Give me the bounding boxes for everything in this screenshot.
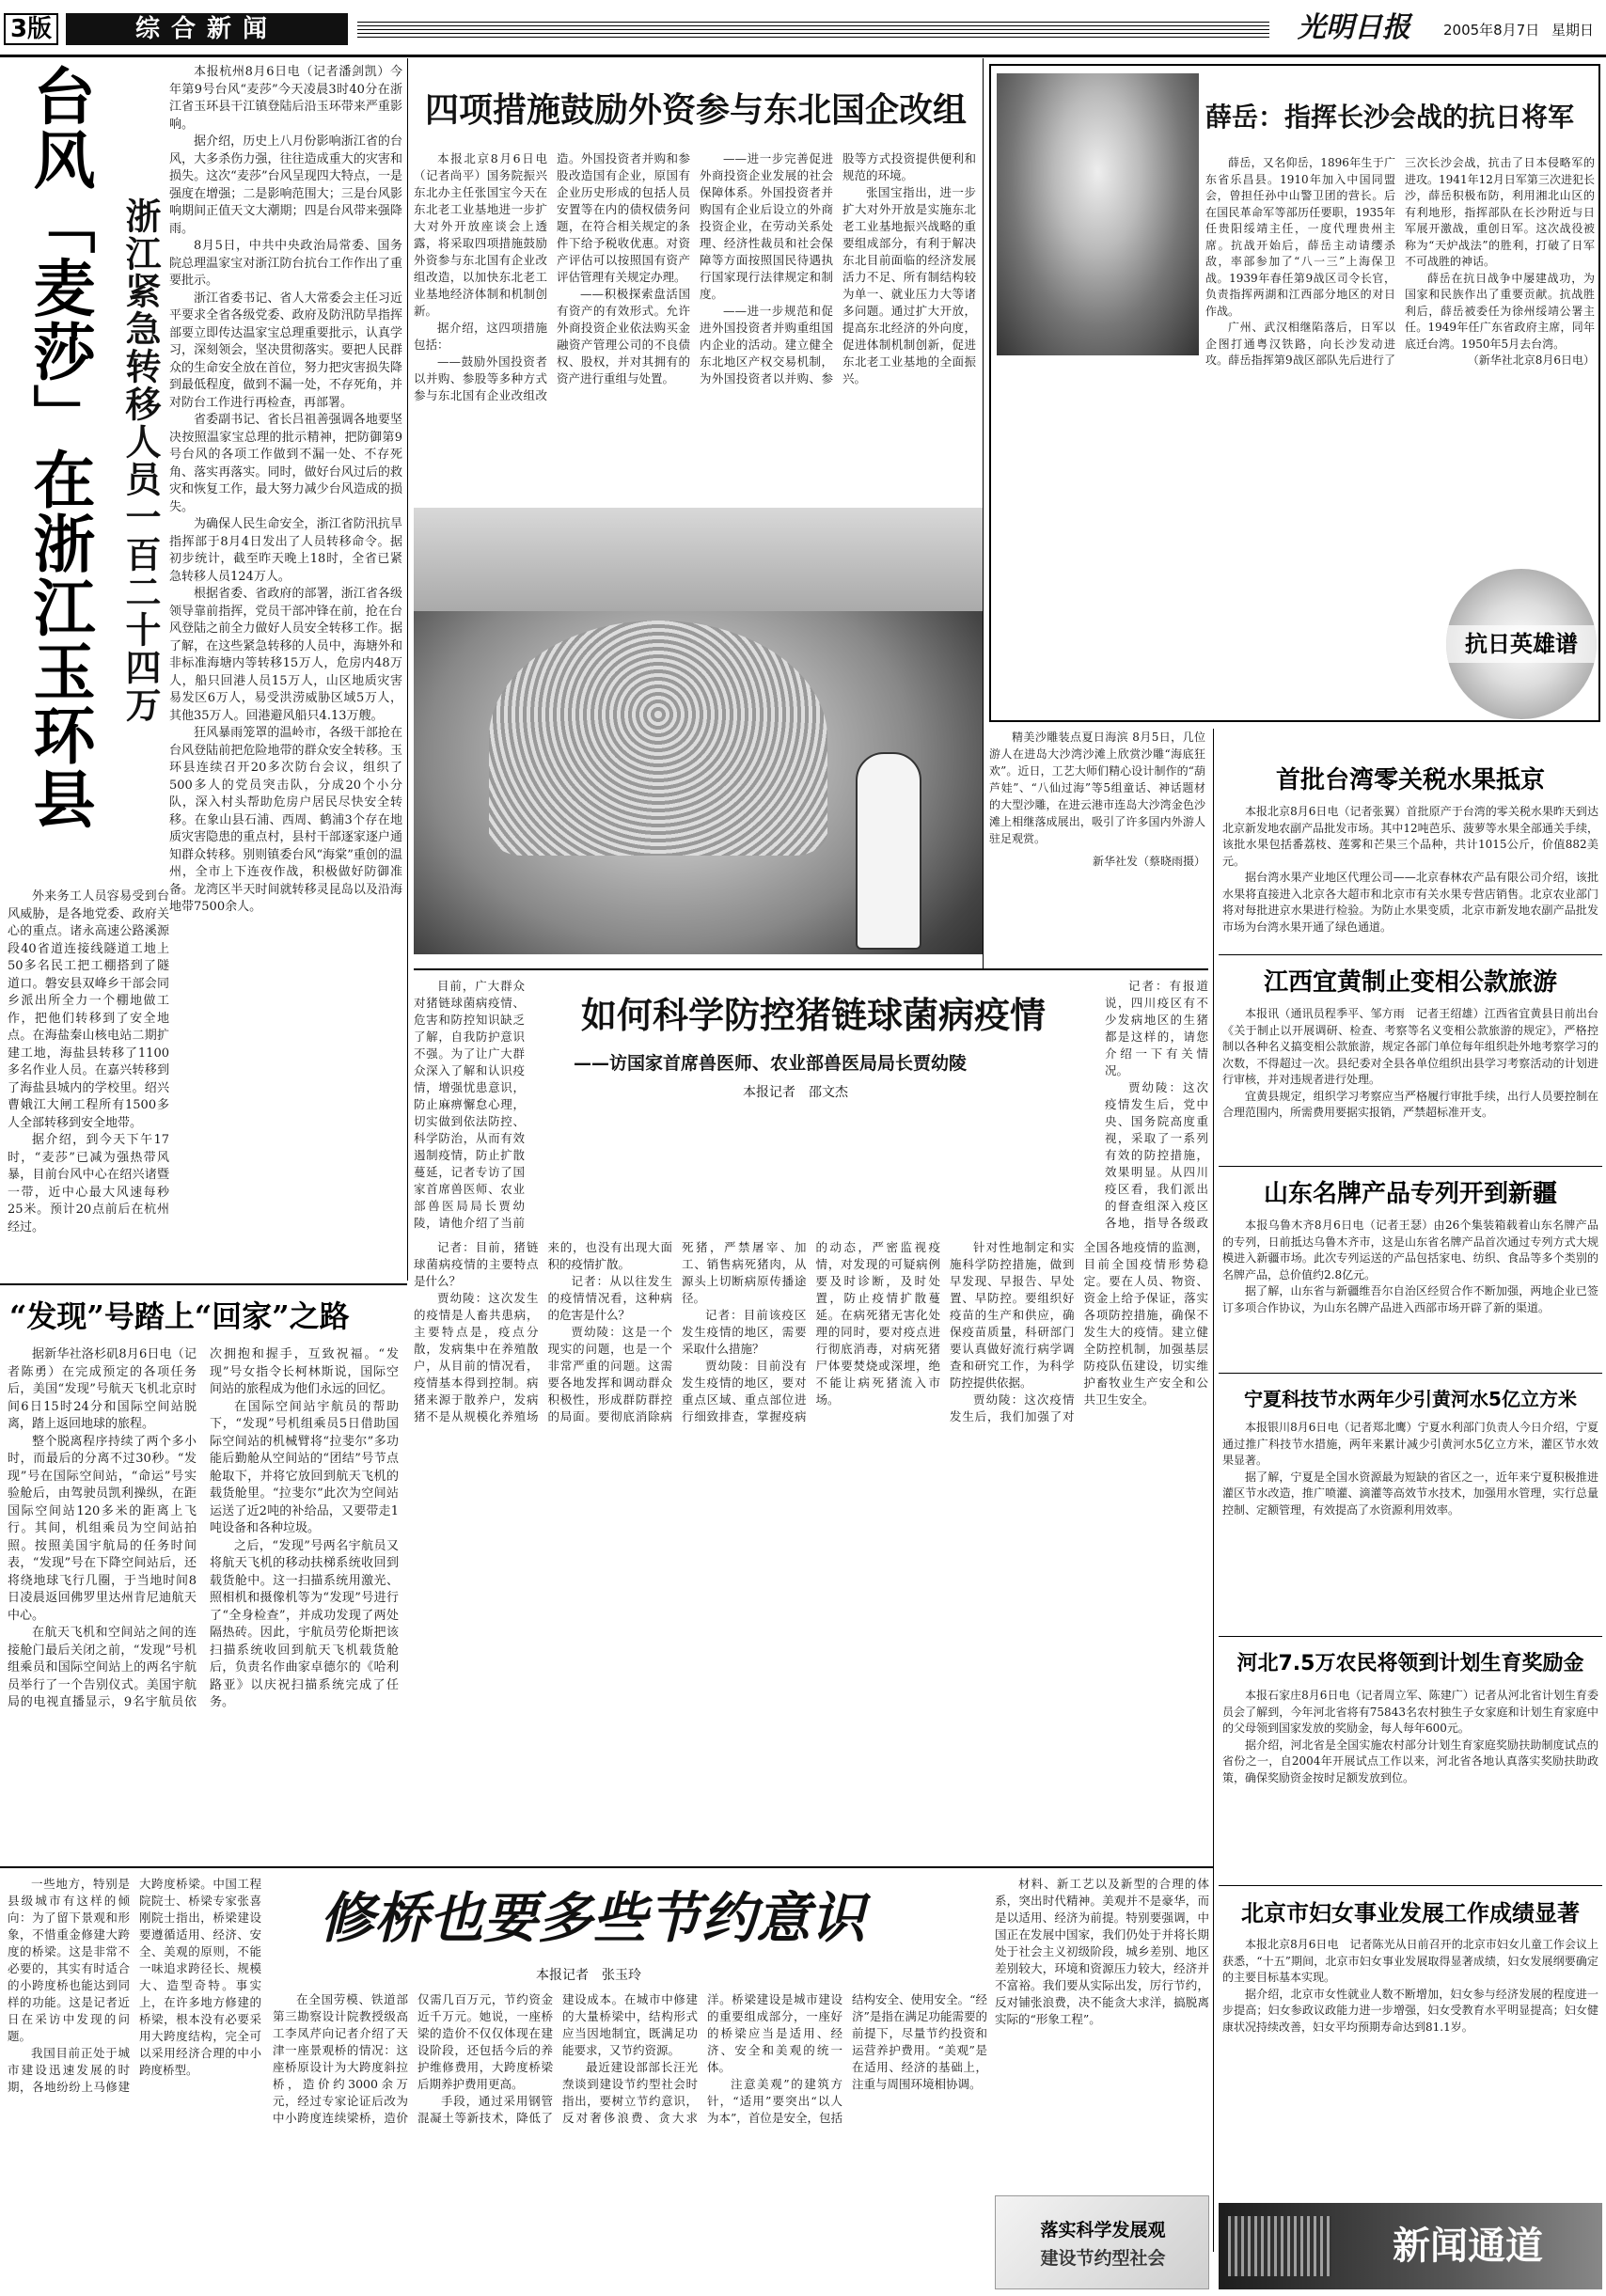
paragraph: 本报北京8月6日电 记者陈光从日前召开的北京市妇女儿童工作会议上获悉，“十五”期间，北京市妇女事业发展取得显著成绩，妇女发展纲要确定的主要目标基本实现。 xyxy=(1222,1938,1598,1984)
jiangxi-body xyxy=(1222,1006,1598,1161)
paragraph: 薛岳在抗日战争中屡建战功，为国家和民族作出了重要贡献。抗战胜利后，薛岳被委任为徐州绥靖公署主任。1949年任广东省政府主席，同年底迁台湾。1950年5月去台湾。 xyxy=(1405,271,1595,351)
paragraph: 据了解，宁夏是全国水资源最为短缺的省区之一，近年来宁夏积极推进灌区节水改造，推广喷灌、滴灌等高效节水技术，加强用水管理，实行总量控制、定额管理，有效提高了水资源利用效率。 xyxy=(1222,1470,1598,1517)
typhoon-body-continued xyxy=(8,889,169,1283)
photo-sculpture xyxy=(489,621,827,856)
hero-banner-text: 抗日英雄谱 xyxy=(1446,625,1597,663)
pig-byline: 本报记者 邵文杰 xyxy=(743,1085,848,1100)
right-column xyxy=(1219,729,1602,2294)
paragraph: 本报乌鲁木齐8月6日电（记者王瑟）由26个集装箱载着山东名牌产品的专列，日前抵达乌鲁木齐市，这是山东省名牌产品首次通过专列方式大规模进入新疆市场。此次专列运送的产品包括家电、纺织、食品等多个类别的名牌产品，总价值约2.8亿元。 xyxy=(1222,1219,1598,1282)
photo-credit: 新华社发（蔡晓雨摄） xyxy=(1092,855,1205,868)
column-rule xyxy=(983,58,984,968)
paragraph: 贾幼陵：这次疫情发生后，党中央、国务院高度重视，采取了一系列有效的防控措施，效果明显。从四川疫区看，我们派出的督查组深入疫区各地，指导各级政 xyxy=(1105,1080,1208,1230)
paragraph: 本报银川8月6日电（记者郑北鹰）宁夏水利部门负责人今日介绍，宁夏通过推广科技节水措施，两年来累计减少引黄河水5亿立方米，灌区节水效果显著。 xyxy=(1222,1421,1598,1467)
paragraph: 为确保人民生命安全，浙江省防汛抗旱指挥部于8月4日发出了人员转移命令。据初步统计，截至昨天晚上18时，全省已紧急转移人员124万人。 xyxy=(169,517,402,584)
paragraph: 张国宝指出，进一步扩大对外开放是实施东北老工业基地振兴战略的重要组成部分，有利于解决东北目前面临的经济发展活力不足、所有制结构较为单一、就业压力大等诸多问题。通过扩大开放，提高东北经济的外向度，促进体制机制创新，促进东北老工业基地的全面振兴。 xyxy=(842,185,976,385)
ningxia-body xyxy=(1222,1420,1598,1631)
hero-banner xyxy=(1446,569,1597,719)
paragraph: 薛岳，又名仰岳，1896年生于广东省乐昌县。1910年加入中国同盟会，曾担任孙中山警卫团的营长。后在国民革命军等部历任要职，1935年任贵阳绥靖主任，一度代理贵州主席。抗战开始后，薛岳主动请缨杀敌，率部参加了“八一三”上海保卫战。1939年春任第9战区司令长官，负责指挥两湖和江西部分地区的对日作战。 xyxy=(1205,156,1395,318)
item-rule xyxy=(1219,1373,1602,1374)
beijing-body xyxy=(1222,1937,1598,2195)
paragraph: 整个脱离程序持续了两个多小时，而最后的分离不过30秒。“发现”号在国际空间站，“命运”号实验舱后，由驾驶员凯利操纵，在距国际空间站120多米的距离上飞行。其间，机组乘员为空间站拍照。按照美国宇航局的任务时间表，“发现”号在下降空间站后，还将绕地球飞行几圈，于当地时间8日凌晨返回佛罗里达州肯尼迪航天中心。 xyxy=(8,1434,197,1623)
paragraph: 据台湾水果产业地区代理公司——北京春林农产品有限公司介绍，该批水果将直接进入北京各大超市和北京市有关水果专营店销售。北京农业部门将对每批进京水果进行检验。为防止水果变质，北京市新发地农副产品批发市场为台湾水果开通了绿色通道。 xyxy=(1222,871,1598,934)
paragraph: 记者：有报道说，四川疫区有不少发病地区的生猪都是这样的，请您介绍一下有关情况。 xyxy=(1105,979,1208,1077)
paragraph: 根据省委、省政府的部署，浙江省各级领导靠前指挥，党员干部冲锋在前，抢在台风登陆之前全力做好人员安全转移工作。据了解，在这些紧急转移的人员中，海塘外和非标准海塘内等转移15万人，危房内48万人，船只回港人员15万人，山区地质灾害易发区6万人，易受洪涝威胁区域5万人，其他35万人。回港避风船只4.13万艘。 xyxy=(169,587,402,723)
caption-text: 精美沙雕装点夏日海滨 8月5日，几位游人在进岛大沙湾沙滩上欣赏沙雕“海底狂欢”。近日，工艺大师们精心设计制作的“葫芦娃”、“八仙过海”等5组童话、神话题材的大型沙雕，在进云港市连岛大沙湾金色沙滩上相继落成展出，吸引了许多国内外游人驻足观赏。 xyxy=(989,731,1205,845)
paragraph: 据介绍，河北省是全国实施农村部分计划生育家庭奖励扶助制度试点的省份之一，自2004年开展试点工作以来，河北省各地认真落实奖励扶助政策，确保奖励资金按时足额发放到位。 xyxy=(1222,1738,1598,1785)
paragraph: ——鼓励外国投资者以并购、参股等多种方式参与东北国有企业改组改造。外国投资者并购和参股改造国有企业，原国有企业历史形成的包括人员安置等在内的债权债务问题，在符合相关规定的条件下给予税收优惠。对资产评估可以按照国有资产评估管理有关规定办理。 xyxy=(414,151,690,402)
paragraph: 据介绍，历史上八月份影响浙江省的台风，大多杀伤力强，往往造成重大的灾害和损失。这次“麦莎”台风呈现四大特点，一是强度在增强；二是影响范围大；三是台风影响期间正值天文大潮期；四是台风带来强降雨。 xyxy=(169,134,402,236)
paragraph: 本报北京8月6日电（记者尚平）国务院振兴东北办主任张国宝今天在东北老工业基地进一步扩大对外开放座谈会上透露，将采取四项措施鼓励外资参与东北国有企业改组改造，以加快东北老工业基地经济体制和机制创新。 xyxy=(414,151,547,318)
saving-banner xyxy=(995,2195,1209,2289)
header-rule xyxy=(0,55,1606,57)
paragraph: 针对性地制定和实施科学防控措施，做到早发现、早报告、早处置、早防控。要组织好疫苗的生产和供应，确保疫苗质量，科研部门要认真做好流行病学调查和研究工作，为科学防控提供依据。 xyxy=(950,1240,1075,1390)
bridge-byline: 本报记者 张玉玲 xyxy=(536,1968,641,1983)
saving-banner-line2: 建设节约型社会 xyxy=(1040,2248,1166,2269)
paragraph: 外来务工人员容易受到台风威胁，是各地党委、政府关心的重点。诸永高速公路溪源段40省道连接线隧道工地上50多名民工把工棚搭到了隧道口。磐安县双峰乡干部会同乡派出所全力一个棚地做工作，把他们转移到了安全地点。在海盐秦山核电站二期扩建工地，海盐县转移了1100多名作业人员。在嘉兴转移到了海盐县城内的学校里。绍兴曹娥江大闸工程所有1500多人全部转移到安全地带。 xyxy=(8,889,169,1130)
pig-body xyxy=(414,1239,1208,1862)
bottom-section-rule xyxy=(0,1866,1213,1868)
paragraph: 广州、武汉相继陷落后，日军以企图打通粤汉铁路，向长沙发动进攻。薛岳指挥第9战区部队先后进行了三次长沙会战，抗击了日本侵略军的进攻。1941年12月日军第三次进犯长沙，薛岳积极布防，利用湘北山区的有利地形，指挥部队在长沙附近与日军展开激战，重创日军。这次战役被称为“天炉战法”的胜利，打破了日军不可战胜的神话。 xyxy=(1205,156,1595,367)
paragraph: 目前，广大群众对猪链球菌病疫情、危害和防控知识缺乏了解，自我防护意识不强。为了让广大群众深入了解和认识疫情，增强忧患意识，防止麻痹懈怠心理，切实做到依法防控、科学防治，从而有效遏制疫情，防止扩散蔓延，记者专访了国家首席兽医师、农业部兽医局局长贾幼陵，请他介绍了当前 xyxy=(414,979,525,1230)
bridge-right xyxy=(995,1876,1209,2186)
xueyue-headline: 薛岳：指挥长沙会战的抗日将军 xyxy=(1205,102,1575,133)
paragraph: 本报讯（通讯员程季平、邹方雨 记者王绍雄）江西省宜黄县日前出台《关于制止以开展调研、检查、考察等名义变相公款旅游的规定》，严格控制以各种名义搞变相公款旅游，规定各部门单位每年组织赴外地考察学习的次数，不得超过一次。县纪委对全县各单位组织出县学习考察活动的计划进行审核，并对违规者进行处理。 xyxy=(1222,1007,1598,1086)
masthead-logo: 光明日报 xyxy=(1298,11,1410,44)
header-weekday: 星期日 xyxy=(1551,22,1595,39)
column-rule xyxy=(1213,729,1214,2252)
paragraph: 在国际空间站宇航员的帮助下，“发现”号机组乘员5日借助国际空间站的机械臂将“拉斐尔”多功能后勤舱从空间站的“团结”号节点舱取下，并将它放回到航天飞机的载货舱里。“拉斐尔”此次为空间站运送了近2吨的补给品，又要带走1吨设备和各种垃圾。 xyxy=(210,1399,399,1535)
header-decoration xyxy=(357,21,1269,38)
paragraph: 据新华社洛杉矶8月6日电（记者陈勇）在完成预定的各项任务后，美国“发现”号航天飞机北京时间6日15时24分和国际空间站脱离，踏上返回地球的旅程。 xyxy=(8,1347,197,1431)
ningxia-headline: 宁夏科技节水两年少引黄河水5亿立方米 xyxy=(1244,1388,1577,1410)
news-channel-banner xyxy=(1219,2203,1602,2289)
sand-sculpture-photo xyxy=(414,508,983,954)
header-date: 2005年8月7日 xyxy=(1443,22,1540,39)
paragraph: 记者：目前，猪链球菌病疫情的主要特点是什么？ xyxy=(414,1240,539,1288)
paragraph: 省委副书记、省长吕祖善强调各地要坚决按照温家宝总理的批示精神，把防御第9号台风的各项工作做到不漏一处、不存死角、落实再落实。同时，做好台风过后的救灾和恢复工作，最大努力减少台风造成的损失。 xyxy=(169,413,402,514)
paragraph: 据介绍，北京市女性就业人数不断增加，妇女参与经济发展的程度进一步提高；妇女参政议政能力进一步增强，妇女受教育水平明显提高；妇女健康状况持续改善，妇女平均预期寿命达到81.1岁。 xyxy=(1222,1987,1598,2034)
paragraph: 据了解，山东省与新疆维吾尔自治区经贸合作不断加强，两地企业已签订多项合作协议，为山东名牌产品进入西部市场开辟了新的渠道。 xyxy=(1222,1284,1598,1314)
paragraph: 据介绍，这四项措施包括： xyxy=(414,321,547,352)
faxian-body xyxy=(8,1346,399,1862)
xueyue-portrait xyxy=(997,73,1199,355)
jiangxi-headline: 江西宜黄制止变相公款旅游 xyxy=(1263,968,1557,997)
pig-side xyxy=(1105,978,1208,1232)
hebei-headline: 河北7.5万农民将领到计划生育奖励金 xyxy=(1236,1652,1584,1675)
paragraph: 贾幼陵：这是一个现实的问题，也是一个非常严重的问题。这需要各地发挥和调动群众积极性，形成群防群控的局面。要彻底消除病死猪，严禁屠宰、加工、销售病死猪肉，从源头上切断病原传播途径。 xyxy=(547,1240,807,1423)
channel-decoration xyxy=(1228,2216,1331,2276)
paragraph: ——积极探索盘活国有资产的有效形式。允许外商投资企业依法购买金融资产管理公司的不良债权、股权，并对其拥有的资产进行重组与处置。 xyxy=(557,287,690,385)
pig-subhead: ——访国家首席兽医师、农业部兽医局局长贾幼陵 xyxy=(574,1053,968,1074)
paragraph: 本报杭州8月6日电（记者潘剑凯）今年第9号台风“麦莎”今天凌晨3时40分在浙江省玉环县干江镇登陆后沿玉环带来严重影响。 xyxy=(169,65,402,132)
typhoon-bottom-rule xyxy=(0,1283,407,1285)
northeast-headline: 四项措施鼓励外资参与东北国企改组 xyxy=(424,90,967,130)
paragraph: 之后，“发现”号两名宇航员又将航天飞机的移动扶梯系统收回到载货舱中。这一扫描系统用激光、照相机和摄像机等为“发现”号进行了“全身检查”，并成功发现了两处隔热砖。因此，宇航员劳伦斯把该扫描系统收回到航天飞机载货舱后，负责名作曲家卓德尔的《哈利路亚》以庆祝扫描系统完成了任务。 xyxy=(210,1538,399,1709)
bridge-mid xyxy=(273,1991,987,2289)
page-header xyxy=(0,0,1606,55)
column-rule xyxy=(407,58,408,1281)
paragraph: 贾幼陵：这次发生的疫情是人畜共患病，主要特点是，疫点分散，发病集中在养殖散户，从目前的情况看，疫情基本得到控制。病猪来源于散养户，发病猪不是从规模化养殖场来的，也没有出现大面积的疫情扩散。 xyxy=(414,1240,672,1423)
beijing-headline: 北京市妇女事业发展工作成绩显著 xyxy=(1241,1900,1580,1926)
channel-banner-text: 新闻通道 xyxy=(1393,2225,1543,2268)
typhoon-headline: 台风「麦莎」在浙江玉环县 xyxy=(23,64,95,831)
paragraph: （新华社北京8月6日电） xyxy=(1467,354,1595,367)
northeast-body xyxy=(414,150,976,498)
paragraph: 本报石家庄8月6日电（记者周立军、陈建广）记者从河北省计划生育委员会了解到，今年河北省将有75843名农村独生子女家庭和计划生育家庭中的父母领到国家发放的奖励金，每人每年600元。 xyxy=(1222,1689,1598,1735)
saving-banner-line1: 落实科学发展观 xyxy=(1040,2220,1166,2241)
typhoon-subhead: 浙江紧急转移人员一百二十四万 xyxy=(119,197,162,724)
bridge-left xyxy=(8,1876,261,2289)
paragraph: 在航天飞机和空间站之间的连接舱门最后关闭之前，“发现”号机组乘员和国际空间站上的两名宇航员举行了一个告别仪式。美国宇航局的电视直播显示，9名宇航员依次拥抱和握手，互致祝福。“发现”号女指令长柯林斯说，国际空间站的旅程成为他们永远的回忆。 xyxy=(8,1347,399,1709)
paragraph: 8月5日，中共中央政治局常委、国务院总理温家宝对浙江防台抗台工作作出了重要批示。 xyxy=(169,239,402,288)
paragraph: 在全国劳模、铁道部第三勘察设计院教授级高工李凤芹向记者介绍了天津一座景观桥的情况：这座桥原设计为大跨度斜拉桥，造价约3000余万元，经过专家论证后改为中小跨度连续梁桥，造价仅需几百万元，节约资金近千万元。她说，一座桥梁的造价不仅仅体现在建设阶段，还包括今后的养护维修费用，大跨度桥梁后期养护费用更高。 xyxy=(273,1992,553,2125)
typhoon-body xyxy=(169,64,402,1272)
paragraph: 注意美观”的建筑方针，“适用”要突出“以人为本”，首位是安全，包括结构安全、使用安全。“经济”是指在满足功能需要的前提下，尽量节约投资和运营养护费用。“美观”是在适用、经济的基础上，注重与周围环境相协调。 xyxy=(707,1992,987,2125)
section-rule xyxy=(414,968,1208,970)
paragraph: ——进一步规范和促进外国投资者并购重组国内企业的活动。建立健全东北地区产权交易机制，为外国投资者以并购、参股等方式投资提供便利和规范的环境。 xyxy=(700,151,976,385)
paragraph: 本报北京8月6日电（记者张翼）首批原产于台湾的零关税水果昨天到达北京新发地农副产品批发市场。其中12吨芭乐、菠萝等水果全部通关手续，该批水果包括番荔枝、莲雾和芒果三个品种，共计1015公斤，价值882美元。 xyxy=(1222,805,1598,868)
pig-headline: 如何科学防控猪链球菌病疫情 xyxy=(580,994,1046,1036)
paragraph: 记者：从以往发生的疫情情况看，这种病的危害是什么？ xyxy=(547,1274,672,1322)
paragraph: 记者：目前该疫区发生疫情的地区，需要采取什么措施？ xyxy=(682,1308,807,1356)
paragraph: 据介绍，到今天下午17时，“麦莎”已减为强热带风暴，目前台风中心在绍兴诸暨一带，近中心最大风速每秒25米。预计20点前后在杭州经过。 xyxy=(8,1133,169,1234)
taiwan-headline: 首批台湾零关税水果抵京 xyxy=(1275,766,1545,794)
pig-intro xyxy=(414,978,525,1232)
paragraph: 一些地方，特别是县级城市有这样的倾向：为了留下景观和形象，不惜重金修建大跨度的桥梁。这是非常不必要的，其实有时适合的小跨度桥也能达到同样的功能。这是记者近日在采访中发现的问题。 xyxy=(8,1877,130,2043)
xueyue-box xyxy=(989,64,1600,722)
section-label: 综合新闻 xyxy=(66,13,348,45)
item-rule xyxy=(1219,1166,1602,1167)
paragraph: 我国目前正处于城市建设迅速发展的时期，各地纷纷上马修建大跨度桥梁。中国工程院院士、桥梁专家张喜刚院士指出，桥梁建设要遵循适用、经济、安全、美观的原则，不能一味追求跨径长、规模大、造型奇特。事实上，在许多地方修建的桥梁，根本没有必要采用大跨度结构，完全可以采用经济合理的中小跨度桥型。 xyxy=(8,1877,261,2094)
paragraph: 浙江省委书记、省人大常委会主任习近平要求全省各级党委、政府及防汛防旱指挥部要立即传达温家宝总理重要批示，认真学习，深刻领会，坚决贯彻落实。要把人民群众的生命安全放在首位，努力把灾害损失降到最低程度，做到不漏一处，不存死角，并对防台工作进行再检查，再部署。 xyxy=(169,291,402,410)
paragraph: 狂风暴雨笼罩的温岭市，各级干部抢在台风登陆前把危险地带的群众安全转移。玉环县连续召开20多次防台会议，组织了500多人的党员突击队，分成20个小分队，深入村头帮助危房户居民尽快安全转移。在象山县石浦、西周、鹤浦3个存在地质灾害隐患的重点村，县村干部逐家逐户通知群众转移。别则镇委台风“海棠”重创的温州，全市上下连夜作战，积极做好防御准备。龙湾区半天时间就转移灵昆岛以及沿海地带7500余人。 xyxy=(169,726,402,914)
faxian-headline: “发现”号踏上“回家”之路 xyxy=(9,1298,350,1334)
paragraph: 材料、新工艺以及新型的合理的体系，突出时代精神。美观并不是豪华，而是以适用、经济为前提。特别要强调，中国正在发展中国家，我们仍处于并将长期处于社会主义初级阶段，城乡差别、地区差别较大，环境和资源压力较大，经济并不富裕。我们要从实际出发，厉行节约，反对铺张浪费，决不能贪大求洋，搞脱离实际的“形象工程”。 xyxy=(995,1877,1209,2026)
page-number: 3版 xyxy=(4,13,58,45)
item-rule xyxy=(1219,1636,1602,1637)
bridge-headline: 修桥也要多些节约意识 xyxy=(319,1886,865,1950)
item-rule xyxy=(1219,954,1602,955)
sand-caption xyxy=(989,729,1205,950)
paragraph: 最近建设部部长汪光焘谈到建设节约型社会时指出，要树立节约意识，反对奢侈浪费、贪大求洋。桥梁建设是城市建设的重要组成部分，一座好的桥梁应当是适用、经济、安全和美观的统一体。 xyxy=(562,1992,842,2125)
item-rule xyxy=(1219,1885,1602,1886)
photo-visitor xyxy=(856,752,921,950)
paragraph: 贾幼陵：这次疫情发生后，我们加强了对全国各地疫情的监测，目前全国疫情形势稳定。要在人员、物资、资金上给予保证，落实各项防控措施，确保不发生大的疫情。建立健全防控机制，加强基层防疫队伍建设，切实维护畜牧业生产安全和公共卫生安全。 xyxy=(950,1240,1208,1423)
shandong-headline: 山东名牌产品专列开到新疆 xyxy=(1263,1180,1557,1208)
taiwan-body xyxy=(1222,804,1598,950)
photo-sky xyxy=(414,508,983,611)
paragraph: 手段，通过采用钢管混凝土等新技术，降低了建设成本。在城市中修建的大量桥梁中，结构形式应当因地制宜，既满足功能要求，又节约资源。 xyxy=(417,1992,698,2125)
hebei-body xyxy=(1222,1688,1598,1880)
paragraph: 贾幼陵：目前没有发生疫情的地区，要对重点区域、重点部位进行细致排查，掌握疫病的动态，严密监视疫情，对发现的可疑病例要及时诊断，及时处置，防止疫情扩散蔓延。在病死猪无害化处理的同时，要对疫点进行彻底消毒，对病死猪尸体要焚烧或深埋，绝不能让病死猪流入市场。 xyxy=(682,1240,940,1423)
paragraph: ——进一步完善促进外商投资企业发展的社会保障体系。外国投资者并购国有企业后设立的外商投资企业，在劳动关系处理、经济性裁员和社会保障等方面按照国民待遇执行国家现行法律规定和制度。 xyxy=(700,151,833,301)
shandong-body xyxy=(1222,1218,1598,1368)
paragraph: 宜黄县规定，组织学习考察应当严格履行审批手续，出行人员要控制在合理范围内，所需费用要据实报销，严禁超标准开支。 xyxy=(1222,1089,1598,1119)
